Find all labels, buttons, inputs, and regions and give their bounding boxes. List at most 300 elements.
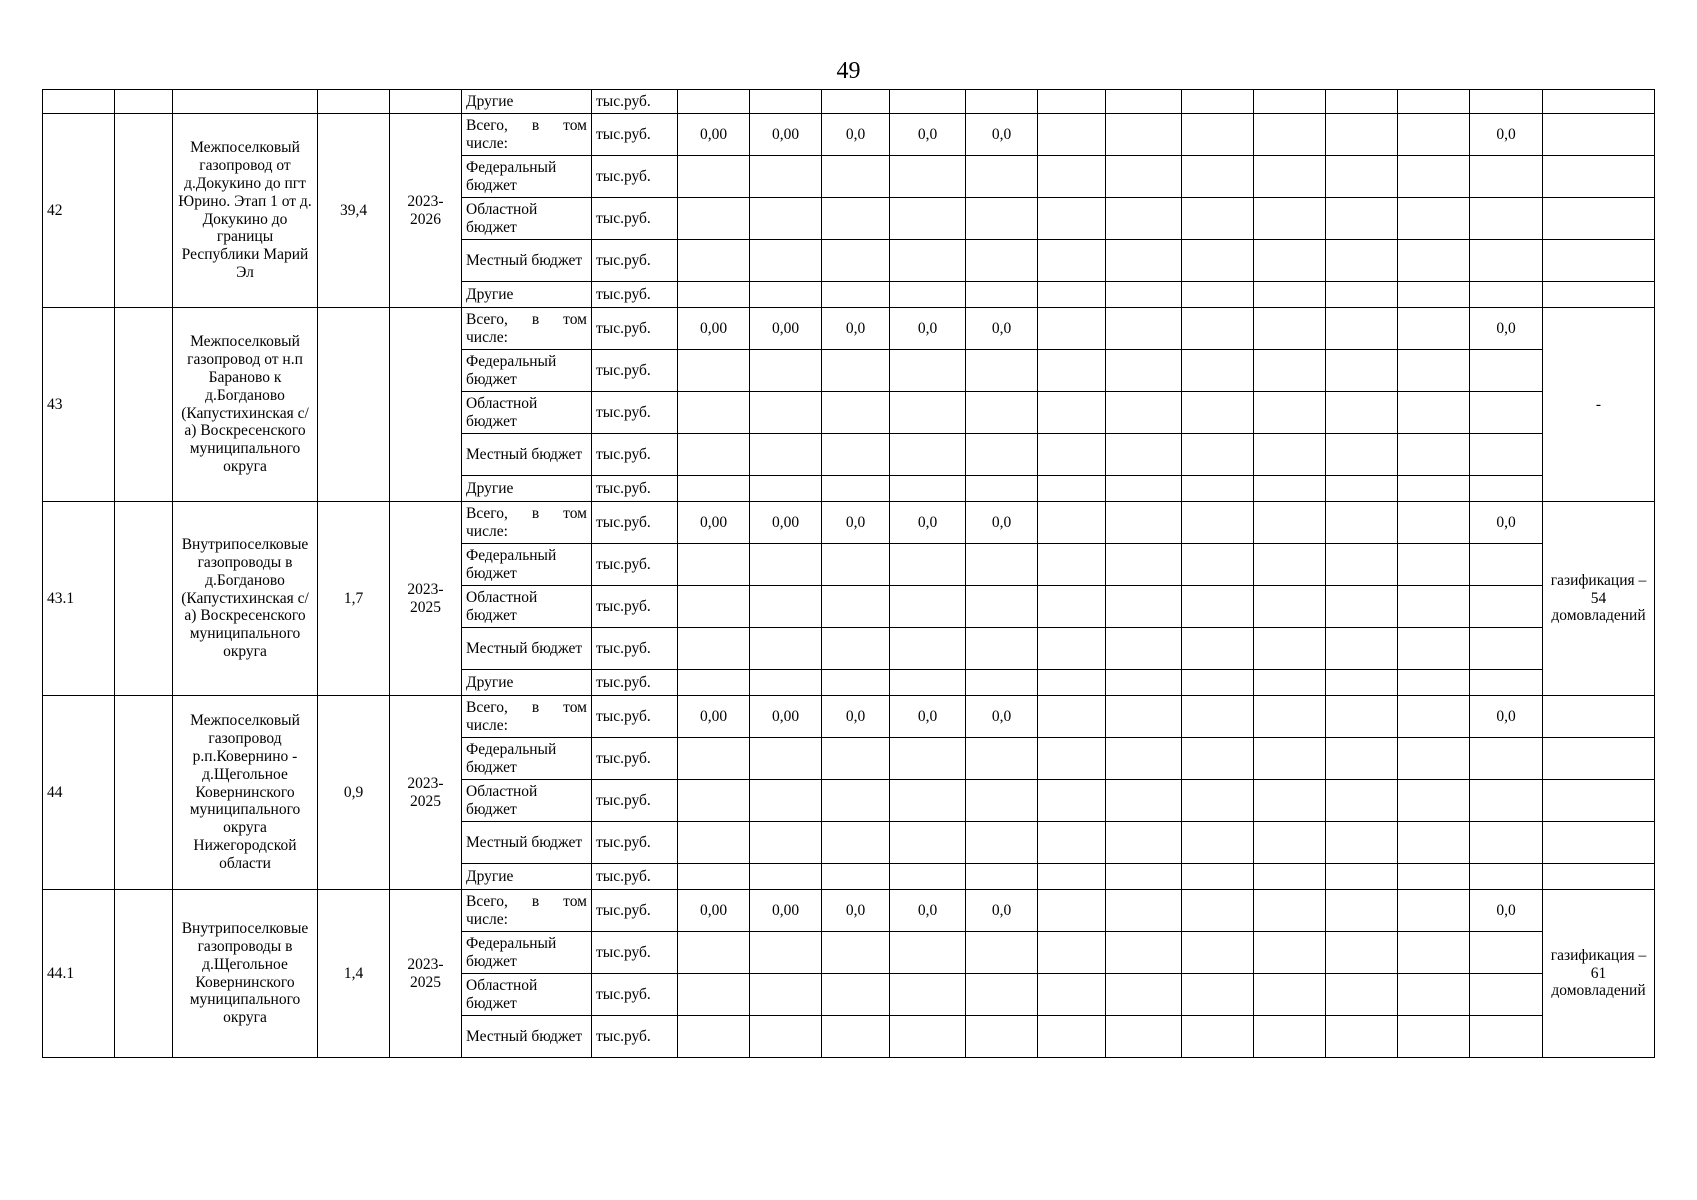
unit-cell: тыс.руб. [592,282,678,308]
value-cell [1326,780,1398,822]
value-cell [1254,114,1326,156]
value-cell [822,156,890,198]
object-number: 42 [43,114,115,308]
object-years: 2023-2025 [390,696,462,890]
unit-cell: тыс.руб. [592,308,678,350]
unit-cell: тыс.руб. [592,502,678,544]
value-cell [1326,240,1398,282]
value-cell [1326,90,1398,114]
source-cell: Областной бюджет [462,392,592,434]
value-cell [1326,544,1398,586]
value-cell [1470,628,1543,670]
value-cell [1106,670,1182,696]
unit-cell: тыс.руб. [592,780,678,822]
value-cell [1326,586,1398,628]
empty-cell [318,90,390,114]
value-cell [822,780,890,822]
value-cell [750,932,822,974]
value-cell: 0,0 [822,502,890,544]
value-cell [1470,822,1543,864]
value-cell [1106,822,1182,864]
value-cell [1398,974,1470,1016]
value-cell [750,350,822,392]
value-cell [966,240,1038,282]
source-cell: Всего, в том числе: [462,502,592,544]
value-cell [1398,308,1470,350]
value-cell [1038,696,1106,738]
value-cell [678,974,750,1016]
value-cell [1398,864,1470,890]
value-cell [750,544,822,586]
source-cell: Местный бюджет [462,240,592,282]
unit-cell: тыс.руб. [592,586,678,628]
unit-cell: тыс.руб. [592,974,678,1016]
source-cell: Всего, в том числе: [462,696,592,738]
value-cell [1398,240,1470,282]
value-cell [966,738,1038,780]
source-cell: Всего, в том числе: [462,890,592,932]
value-cell [678,392,750,434]
value-cell: 0,00 [750,696,822,738]
value-cell [750,974,822,1016]
value-cell [1106,932,1182,974]
value-cell [1326,476,1398,502]
value-cell: 0,0 [1470,502,1543,544]
source-cell: Федеральный бюджет [462,350,592,392]
value-cell [1254,1016,1326,1058]
value-cell [1182,476,1254,502]
source-cell: Местный бюджет [462,434,592,476]
value-cell: 0,00 [678,308,750,350]
value-cell [1398,1016,1470,1058]
value-cell [1254,282,1326,308]
value-cell [1106,476,1182,502]
object-length: 1,7 [318,502,390,696]
value-cell [966,476,1038,502]
note-cell [1543,822,1655,864]
value-cell [1038,90,1106,114]
value-cell [890,156,966,198]
value-cell [1106,586,1182,628]
value-cell [1182,974,1254,1016]
value-cell [750,864,822,890]
value-cell [1038,628,1106,670]
value-cell [822,1016,890,1058]
note-cell [1543,282,1655,308]
table-row [43,308,1655,350]
value-cell [750,434,822,476]
value-cell: 0,0 [890,502,966,544]
unit-cell: тыс.руб. [592,738,678,780]
value-cell [678,90,750,114]
value-cell [1254,696,1326,738]
value-cell [1398,738,1470,780]
object-number: 44 [43,696,115,890]
value-cell [822,738,890,780]
value-cell [1106,392,1182,434]
value-cell: 0,0 [1470,696,1543,738]
value-cell: 0,00 [750,502,822,544]
value-cell [1106,90,1182,114]
value-cell [966,974,1038,1016]
value-cell: 0,0 [822,114,890,156]
value-cell [750,392,822,434]
value-cell [1470,932,1543,974]
value-cell [890,240,966,282]
source-cell: Федеральный бюджет [462,932,592,974]
value-cell [1182,738,1254,780]
value-cell [678,434,750,476]
value-cell [1182,502,1254,544]
value-cell [1254,780,1326,822]
table-row [43,890,1655,932]
value-cell [822,240,890,282]
value-cell [1106,628,1182,670]
note-cell [1543,738,1655,780]
table-row [43,696,1655,738]
value-cell [966,628,1038,670]
object-number: 43 [43,308,115,502]
value-cell [966,864,1038,890]
object-length: 39,4 [318,114,390,308]
value-cell: 0,0 [1470,114,1543,156]
unit-cell: тыс.руб. [592,932,678,974]
value-cell [1326,156,1398,198]
value-cell [890,434,966,476]
value-cell [1326,392,1398,434]
value-cell [1106,282,1182,308]
value-cell [1038,282,1106,308]
value-cell [1106,1016,1182,1058]
object-name: Межпоселковый газопровод от н.п Бараново к д.Богданово (Капустихинская с/а) Воскресенского муниципального округа [173,308,318,502]
value-cell [1038,780,1106,822]
value-cell [822,90,890,114]
value-cell [1470,198,1543,240]
value-cell [966,350,1038,392]
unit-cell: тыс.руб. [592,670,678,696]
value-cell [822,628,890,670]
value-cell [890,90,966,114]
value-cell [1038,240,1106,282]
value-cell [822,864,890,890]
source-cell: Другие [462,670,592,696]
page-number: 49 [836,58,861,84]
value-cell [1038,864,1106,890]
value-cell [750,476,822,502]
value-cell [1254,890,1326,932]
value-cell [966,392,1038,434]
value-cell [1326,282,1398,308]
value-cell [1038,156,1106,198]
value-cell [1398,350,1470,392]
value-cell [1106,240,1182,282]
value-cell [750,240,822,282]
value-cell [1470,738,1543,780]
value-cell [678,670,750,696]
empty-cell [43,90,115,114]
value-cell [1398,114,1470,156]
value-cell [1182,282,1254,308]
value-cell [678,282,750,308]
value-cell [1470,1016,1543,1058]
value-cell [1254,544,1326,586]
value-cell [678,780,750,822]
value-cell [1470,350,1543,392]
value-cell: 0,0 [890,308,966,350]
source-cell: Местный бюджет [462,1016,592,1058]
value-cell [678,586,750,628]
object-name: Внутрипоселковые газопроводы в д.Щегольное Ковернинского муниципального округа [173,890,318,1058]
value-cell: 0,00 [678,890,750,932]
value-cell [890,350,966,392]
value-cell [1182,864,1254,890]
value-cell [1326,628,1398,670]
value-cell [890,974,966,1016]
empty-cell [115,114,173,308]
value-cell [1398,628,1470,670]
value-cell [1398,780,1470,822]
value-cell [678,198,750,240]
source-cell: Областной бюджет [462,586,592,628]
value-cell [750,90,822,114]
value-cell [1106,502,1182,544]
value-cell [1254,156,1326,198]
value-cell [966,198,1038,240]
value-cell [1106,350,1182,392]
value-cell [750,628,822,670]
source-cell: Другие [462,282,592,308]
value-cell [1254,932,1326,974]
note-cell: газификация – 61 домовладений [1543,890,1655,1058]
value-cell: 0,0 [822,890,890,932]
value-cell [1254,240,1326,282]
empty-cell [173,90,318,114]
value-cell: 0,0 [822,696,890,738]
value-cell [678,1016,750,1058]
object-length: 1,4 [318,890,390,1058]
empty-cell [115,890,173,1058]
value-cell [822,434,890,476]
value-cell [1106,114,1182,156]
value-cell [890,780,966,822]
value-cell [750,282,822,308]
value-cell [822,350,890,392]
empty-cell [115,308,173,502]
value-cell [678,240,750,282]
value-cell: 0,0 [966,308,1038,350]
value-cell [890,932,966,974]
value-cell [1254,974,1326,1016]
value-cell [822,974,890,1016]
table-body [43,90,1655,1058]
value-cell [1254,392,1326,434]
source-cell: Федеральный бюджет [462,738,592,780]
value-cell [966,156,1038,198]
value-cell [678,544,750,586]
value-cell [1182,308,1254,350]
value-cell [1254,434,1326,476]
table-row [43,114,1655,156]
value-cell [1106,864,1182,890]
value-cell [966,282,1038,308]
empty-cell [390,90,462,114]
value-cell [1254,864,1326,890]
value-cell [822,282,890,308]
object-name: Внутрипоселковые газопроводы в д.Богданово (Капустихинская с/а) Воскресенского муниципального округа [173,502,318,696]
unit-cell: тыс.руб. [592,822,678,864]
value-cell [822,670,890,696]
value-cell [1038,738,1106,780]
value-cell [1326,696,1398,738]
value-cell [1106,198,1182,240]
value-cell [678,476,750,502]
value-cell [822,544,890,586]
value-cell [966,434,1038,476]
value-cell [1106,434,1182,476]
value-cell [1038,392,1106,434]
value-cell [678,350,750,392]
source-cell: Областной бюджет [462,780,592,822]
value-cell [1470,864,1543,890]
value-cell: 0,0 [890,890,966,932]
empty-cell [115,502,173,696]
value-cell [1470,282,1543,308]
object-years: 2023-2025 [390,890,462,1058]
value-cell [890,628,966,670]
value-cell [1182,890,1254,932]
value-cell [1038,932,1106,974]
value-cell [966,544,1038,586]
value-cell [1398,502,1470,544]
unit-cell: тыс.руб. [592,392,678,434]
source-cell: Другие [462,864,592,890]
value-cell [1398,90,1470,114]
value-cell [1182,90,1254,114]
object-length: 0,9 [318,696,390,890]
value-cell [1106,738,1182,780]
value-cell [1398,586,1470,628]
source-cell: Всего, в том числе: [462,114,592,156]
value-cell [890,670,966,696]
value-cell [1326,308,1398,350]
value-cell [1470,434,1543,476]
value-cell [1398,392,1470,434]
value-cell [1398,670,1470,696]
value-cell [750,822,822,864]
value-cell: 0,0 [966,696,1038,738]
object-name: Межпоселковый газопровод от д.Докукино до пгт Юрино. Этап 1 от д. Докукино до границы Республики Марий Эл [173,114,318,308]
object-number: 44.1 [43,890,115,1058]
value-cell [1182,822,1254,864]
value-cell [1398,434,1470,476]
table-row [43,90,1655,114]
value-cell [1470,670,1543,696]
value-cell [1182,350,1254,392]
source-cell: Местный бюджет [462,628,592,670]
value-cell [1398,198,1470,240]
value-cell [890,392,966,434]
value-cell [1182,586,1254,628]
value-cell [1038,974,1106,1016]
value-cell: 0,0 [890,114,966,156]
value-cell: 0,00 [750,890,822,932]
value-cell [1326,1016,1398,1058]
value-cell [1106,780,1182,822]
value-cell: 0,00 [678,114,750,156]
value-cell [890,476,966,502]
value-cell [1398,282,1470,308]
unit-cell: тыс.руб. [592,864,678,890]
value-cell [966,1016,1038,1058]
value-cell [678,822,750,864]
value-cell [1182,932,1254,974]
note-cell [1543,696,1655,738]
program-table [42,89,1655,1058]
unit-cell: тыс.руб. [592,544,678,586]
value-cell [1254,738,1326,780]
value-cell [678,864,750,890]
value-cell: 0,0 [966,890,1038,932]
value-cell [678,932,750,974]
value-cell [1398,544,1470,586]
source-cell: Всего, в том числе: [462,308,592,350]
value-cell: 0,0 [966,502,1038,544]
unit-cell: тыс.руб. [592,696,678,738]
value-cell [1182,628,1254,670]
value-cell [1398,696,1470,738]
value-cell [890,1016,966,1058]
unit-cell: тыс.руб. [592,628,678,670]
value-cell [822,586,890,628]
value-cell [1182,114,1254,156]
value-cell [1182,780,1254,822]
note-cell [1543,240,1655,282]
value-cell [750,738,822,780]
value-cell [890,544,966,586]
value-cell [822,822,890,864]
unit-cell: тыс.руб. [592,350,678,392]
value-cell [1543,90,1655,114]
value-cell [1038,350,1106,392]
value-cell [890,282,966,308]
value-cell [750,156,822,198]
value-cell [966,780,1038,822]
value-cell [1470,90,1543,114]
value-cell [1106,308,1182,350]
value-cell [750,586,822,628]
unit-cell: тыс.руб. [592,476,678,502]
source-cell: Областной бюджет [462,198,592,240]
value-cell [966,90,1038,114]
object-years: 2023-2025 [390,502,462,696]
value-cell [1182,696,1254,738]
value-cell [1038,586,1106,628]
source-cell: Федеральный бюджет [462,156,592,198]
value-cell [1038,670,1106,696]
value-cell [1470,476,1543,502]
value-cell [1398,822,1470,864]
value-cell [890,198,966,240]
value-cell: 0,0 [1470,308,1543,350]
value-cell [1254,628,1326,670]
value-cell [1254,350,1326,392]
value-cell [1106,156,1182,198]
value-cell [1254,198,1326,240]
value-cell [1182,434,1254,476]
unit-cell: тыс.руб. [592,156,678,198]
value-cell [1254,822,1326,864]
unit-cell: тыс.руб. [592,90,678,114]
